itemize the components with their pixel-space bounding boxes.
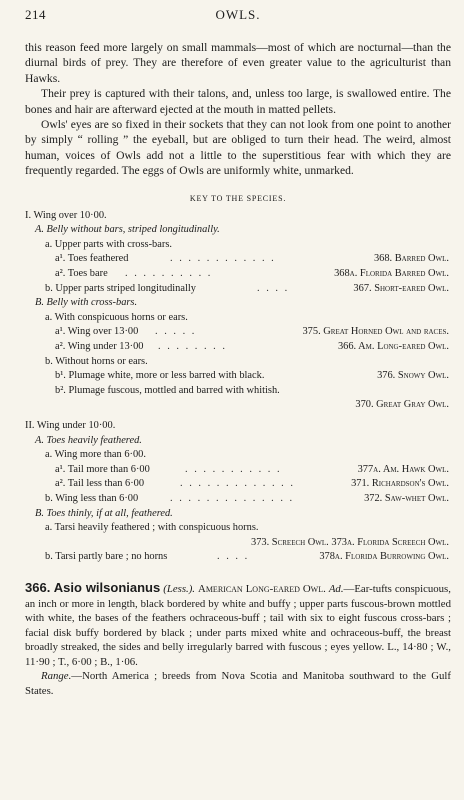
species-description bbox=[25, 581, 451, 670]
key-line: b. Tarsi partly bare ; no horns . . . . 378a. Florida Burrowing Owl. bbox=[45, 551, 449, 563]
species-common-name: American Long-eared Owl. bbox=[198, 582, 326, 595]
species-number-name: 366. Asio wilsonianus bbox=[25, 579, 161, 595]
species-account bbox=[25, 581, 451, 699]
range-label: Range. bbox=[41, 670, 72, 683]
key-line: A. Toes heavily feathered. bbox=[35, 434, 142, 446]
age-label: Ad. bbox=[328, 582, 344, 595]
species-authority: (Less.). bbox=[163, 582, 196, 595]
description-text: —Ear-tufts conspicuous, an inch or more in length, black bordered by white and buffy ; upper parts fuscous-brown mottled with white, the bases of the feathers ochraceous-buff ; tail with six to eight fuscous cross-bars ; facial disk buffy bordered by black ; under parts mixed white and ochraceous-buff, the breast broadly streaked, the sides and belly irregularly barred with fuscous ; eyes yellow. L., 14·80 ; W., 11·90 ; T., 6·00 ; B., 1·06. bbox=[25, 582, 451, 668]
species-range bbox=[25, 669, 451, 698]
key-line: B. Toes thinly, if at all, feathered. bbox=[35, 507, 173, 519]
key-line: I. Wing over 10·00. bbox=[25, 209, 107, 221]
key-line: a. With conspicuous horns or ears. bbox=[45, 311, 188, 323]
intro-paragraph: this reason feed more largely on small mammals—most of which are nocturnal—than the diurnal birds of prey. They are therefore of even greater value to the agriculturist than Hawks. bbox=[25, 41, 451, 85]
intro-paragraph: Owls' eyes are so fixed in their sockets that they can not look from one point to another by simply “ rolling ” the eyeball, but are obliged to turn their head. The weird, almost human, voices of Owls add not a little to the superstitious fear with which they are frequently regarded. The eggs of Owls are uniformly white, unmarked. bbox=[25, 118, 451, 178]
key-line: b. Wing less than 6·00 . . . . . . . . . . . . . . 372. Saw-whet Owl. bbox=[45, 492, 449, 504]
page-number: 214 bbox=[25, 7, 46, 22]
key-line: II. Wing under 10·00. bbox=[25, 419, 116, 431]
key-line: b¹. Plumage white, more or less barred with black. 376. Snowy Owl. bbox=[55, 370, 449, 382]
key-heading: KEY TO THE SPECIES. bbox=[189, 193, 287, 203]
key-line: a¹. Toes feathered . . . . . . . . . . . . 368. Barred Owl. bbox=[55, 253, 449, 265]
key-line: 370. Great Gray Owl. bbox=[355, 399, 449, 411]
species-key bbox=[25, 209, 451, 565]
key-line: a². Tail less than 6·00 . . . . . . . . . . . . . 371. Richardson's Owl. bbox=[55, 478, 449, 490]
key-line: a. Wing more than 6·00. bbox=[45, 449, 146, 461]
book-page bbox=[25, 0, 451, 699]
key-line: a. Tarsi heavily feathered ; with conspicuous horns. bbox=[45, 522, 259, 534]
key-line: a². Wing under 13·00 . . . . . . . . 366. Am. Long-eared Owl. bbox=[55, 341, 449, 352]
key-line: b. Upper parts striped longitudinally . . . . 367. Short-eared Owl. bbox=[45, 282, 449, 294]
running-title: OWLS. bbox=[215, 7, 261, 22]
key-line: a¹. Wing over 13·00 . . . . . 375. Great Horned Owl and races. bbox=[55, 326, 449, 338]
key-line: a². Toes bare . . . . . . . . . . 368a. Florida Barred Owl. bbox=[55, 268, 449, 280]
intro-paragraph: Their prey is captured with their talons, and, unless too large, is swallowed entire. The bones and hair are afterward ejected at the mouth in matted pellets. bbox=[25, 87, 451, 116]
key-line: b². Plumage fuscous, mottled and barred with whitish. bbox=[55, 384, 280, 396]
key-line: a¹. Tail more than 6·00 . . . . . . . . . . . 377a. Am. Hawk Owl. bbox=[55, 463, 449, 475]
key-line: b. Without horns or ears. bbox=[45, 355, 148, 367]
key-line: A. Belly without bars, striped longitudinally. bbox=[35, 224, 220, 236]
key-line: 373. Screech Owl. 373a. Florida Screech Owl. bbox=[251, 536, 449, 548]
range-text: —North America ; breeds from Nova Scotia and Manitoba southward to the Gulf States. bbox=[25, 670, 451, 698]
running-header bbox=[25, 0, 451, 30]
key-line: a. Upper parts with cross-bars. bbox=[45, 238, 172, 250]
key-line: B. Belly with cross-bars. bbox=[35, 297, 138, 309]
